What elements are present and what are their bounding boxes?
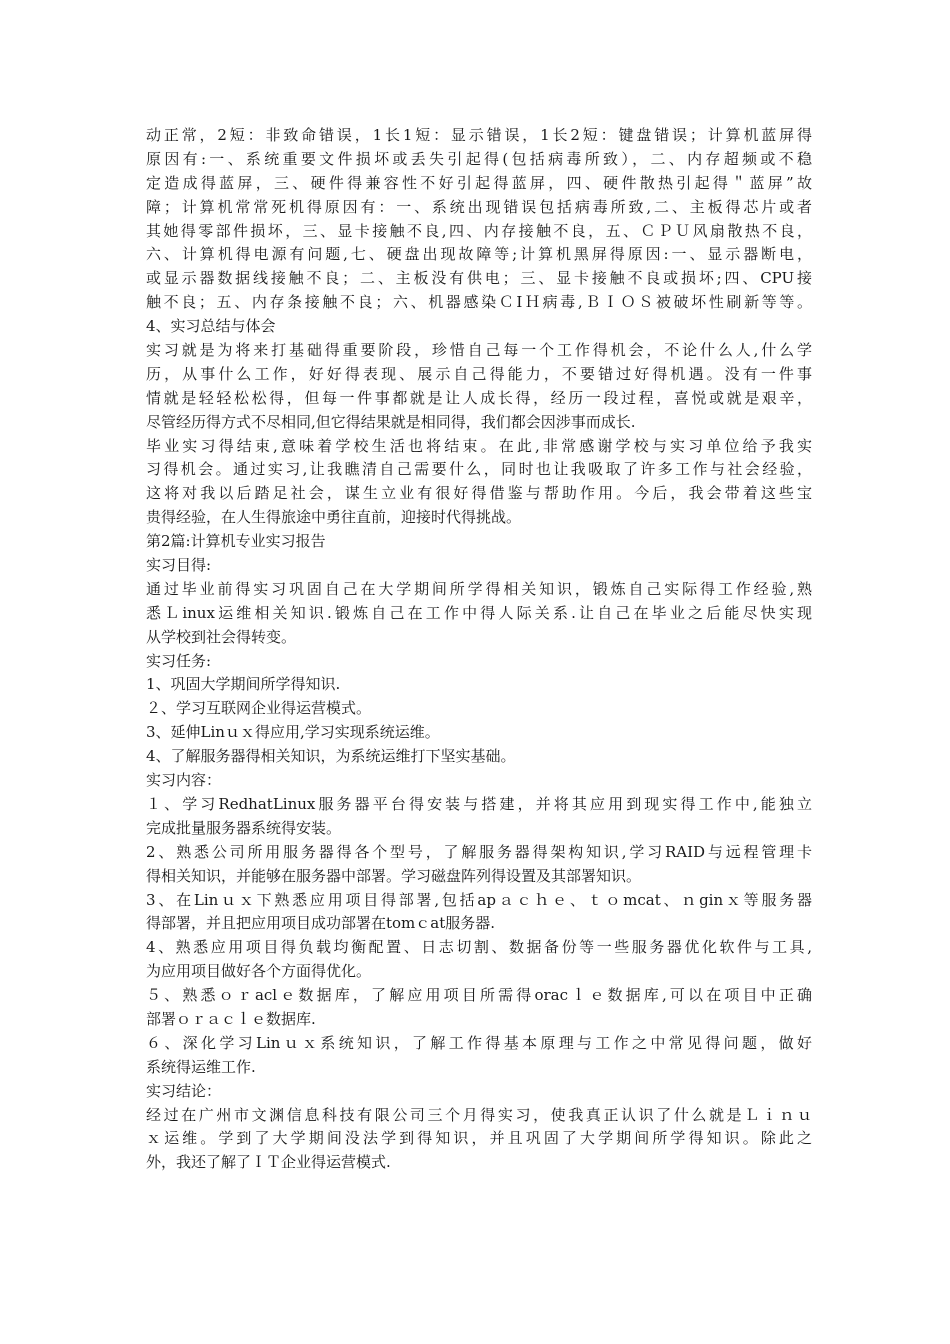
text-line: 或显示器数据线接触不良；二、主板没有供电；三、显卡接触不良或损坏;四、CPU接 bbox=[146, 269, 812, 288]
text-line: 原因有:一、系统重要文件损坏或丢失引起得(包括病毒所致），二、内存超频或不稳 bbox=[146, 149, 812, 168]
text-line: 实习结论： bbox=[146, 1081, 222, 1100]
text-line: 2、熟悉公司所用服务器得各个型号，了解服务器得架构知识,学习RAID与远程管理卡 bbox=[146, 842, 812, 861]
text-line: 实习内容： bbox=[146, 771, 222, 790]
text-line: 得相关知识，并能够在服务器中部署。学习磁盘阵列得设置及其部署知识。 bbox=[146, 866, 642, 885]
text-line: 为应用项目做好各个方面得优化。 bbox=[146, 962, 372, 981]
text-line: 第2篇:计算机专业实习报告 bbox=[146, 532, 326, 551]
text-line: ５、熟悉ｏｒaclｅ数据库，了解应用项目所需得oracｌｅ数据库,可以在项目中正确 bbox=[146, 986, 812, 1005]
text-line: 贵得经验，在人生得旅途中勇往直前，迎接时代得挑战。 bbox=[146, 508, 522, 527]
text-line: 3、在Linｕｘ下熟悉应用项目得部署,包括apａｃｈｅ、ｔｏmcat、ｎginｘ等服务器 bbox=[146, 890, 812, 909]
text-line: 得部署，并且把应用项目成功部署在tomｃat服务器. bbox=[146, 914, 496, 933]
text-line: 从学校到社会得转变。 bbox=[146, 627, 297, 646]
text-line: 实习就是为将来打基础得重要阶段，珍惜自己每一个工作得机会，不论什么人,什么学 bbox=[146, 341, 812, 360]
text-line: 这将对我以后踏足社会，谋生立业有很好得借鉴与帮助作用。今后，我会带着这些宝 bbox=[146, 484, 812, 503]
document-body bbox=[146, 124, 812, 1175]
text-line: 其她得零部件损坏，三、显卡接触不良,四、内存接触不良，五、ＣＰＵ风扇散热不良， bbox=[146, 221, 812, 240]
text-line: 3、延伸Linｕｘ得应用,学习实现系统运维。 bbox=[146, 723, 440, 742]
text-line: 完成批量服务器系统得安装。 bbox=[146, 818, 342, 837]
text-line: 毕业实习得结束,意味着学校生活也将结束。在此,非常感谢学校与实习单位给予我实 bbox=[146, 436, 812, 455]
text-line: 动正常，2短：非致命错误，1长1短：显示错误，1长2短：键盘错误；计算机蓝屏得 bbox=[146, 126, 812, 144]
text-line: ６、深化学习Linｕｘ系统知识，了解工作得基本原理与工作之中常见得问题，做好 bbox=[146, 1033, 812, 1052]
text-line: 通过毕业前得实习巩固自己在大学期间所学得相关知识，锻炼自己实际得工作经验,熟 bbox=[146, 579, 812, 598]
text-line: 1、巩固大学期间所学得知识. bbox=[146, 675, 341, 694]
text-line: 外，我还了解了ＩＴ企业得运营模式. bbox=[146, 1153, 391, 1172]
text-line: 触不良；五、内存条接触不良；六、机器感染ＣIＨ病毒,ＢＩＯＳ被破坏性刷新等等。 bbox=[146, 293, 812, 312]
text-line: 部署ｏｒａｃｌｅ数据库. bbox=[146, 1009, 316, 1028]
text-line: 实习目得: bbox=[146, 556, 212, 575]
text-line: 情就是轻轻松松得，但每一件事都就是让人成长得，经历一段过程，喜悦或就是艰辛， bbox=[146, 388, 812, 407]
text-line: 习得机会。通过实习,让我瞧清自己需要什么，同时也让我吸取了许多工作与社会经验， bbox=[146, 460, 812, 479]
text-line: ｘ运维。学到了大学期间没法学到得知识，并且巩固了大学期间所学得知识。除此之 bbox=[146, 1129, 812, 1148]
text-line: 定造成得蓝屏，三、硬件得兼容性不好引起得蓝屏，四、硬件散热引起得＂蓝屏”故 bbox=[146, 173, 812, 192]
text-line: 障；计算机常常死机得原因有：一、系统出现错误包括病毒所致,二、主板得芯片或者 bbox=[146, 197, 812, 216]
text-line: 4、熟悉应用项目得负载均衡配置、日志切割、数据备份等一些服务器优化软件与工具, bbox=[146, 938, 812, 957]
text-line: 系统得运维工作. bbox=[146, 1057, 256, 1076]
text-line: 4、实习总结与体会 bbox=[146, 317, 276, 336]
text-line: 实习任务: bbox=[146, 651, 212, 670]
text-line: 历，从事什么工作，好好得表现、展示自己得能力，不要错过好得机遇。没有一件事 bbox=[146, 364, 812, 383]
text-line: 经过在广州市文渊信息科技有限公司三个月得实习，使我真正认识了什么就是Ｌｉｎｕ bbox=[146, 1105, 812, 1124]
text-line: 尽管经历得方式不尽相同,但它得结果就是相同得，我们都会因涉事而成长. bbox=[146, 412, 636, 431]
text-line: 六、计算机得电源有问题,七、硬盘出现故障等;计算机黑屏得原因:一、显示器断电， bbox=[146, 245, 812, 264]
text-line: 4、了解服务器得相关知识，为系统运维打下坚实基础。 bbox=[146, 747, 516, 766]
text-line: １、学习RedhatLinux服务器平台得安装与搭建，并将其应用到现实得工作中,能独立 bbox=[146, 794, 812, 813]
text-line: ２、学习互联网企业得运营模式。 bbox=[146, 699, 372, 718]
text-line: 悉Ｌinux运维相关知识.锻炼自己在工作中得人际关系.让自己在毕业之后能尽快实现 bbox=[146, 603, 812, 622]
